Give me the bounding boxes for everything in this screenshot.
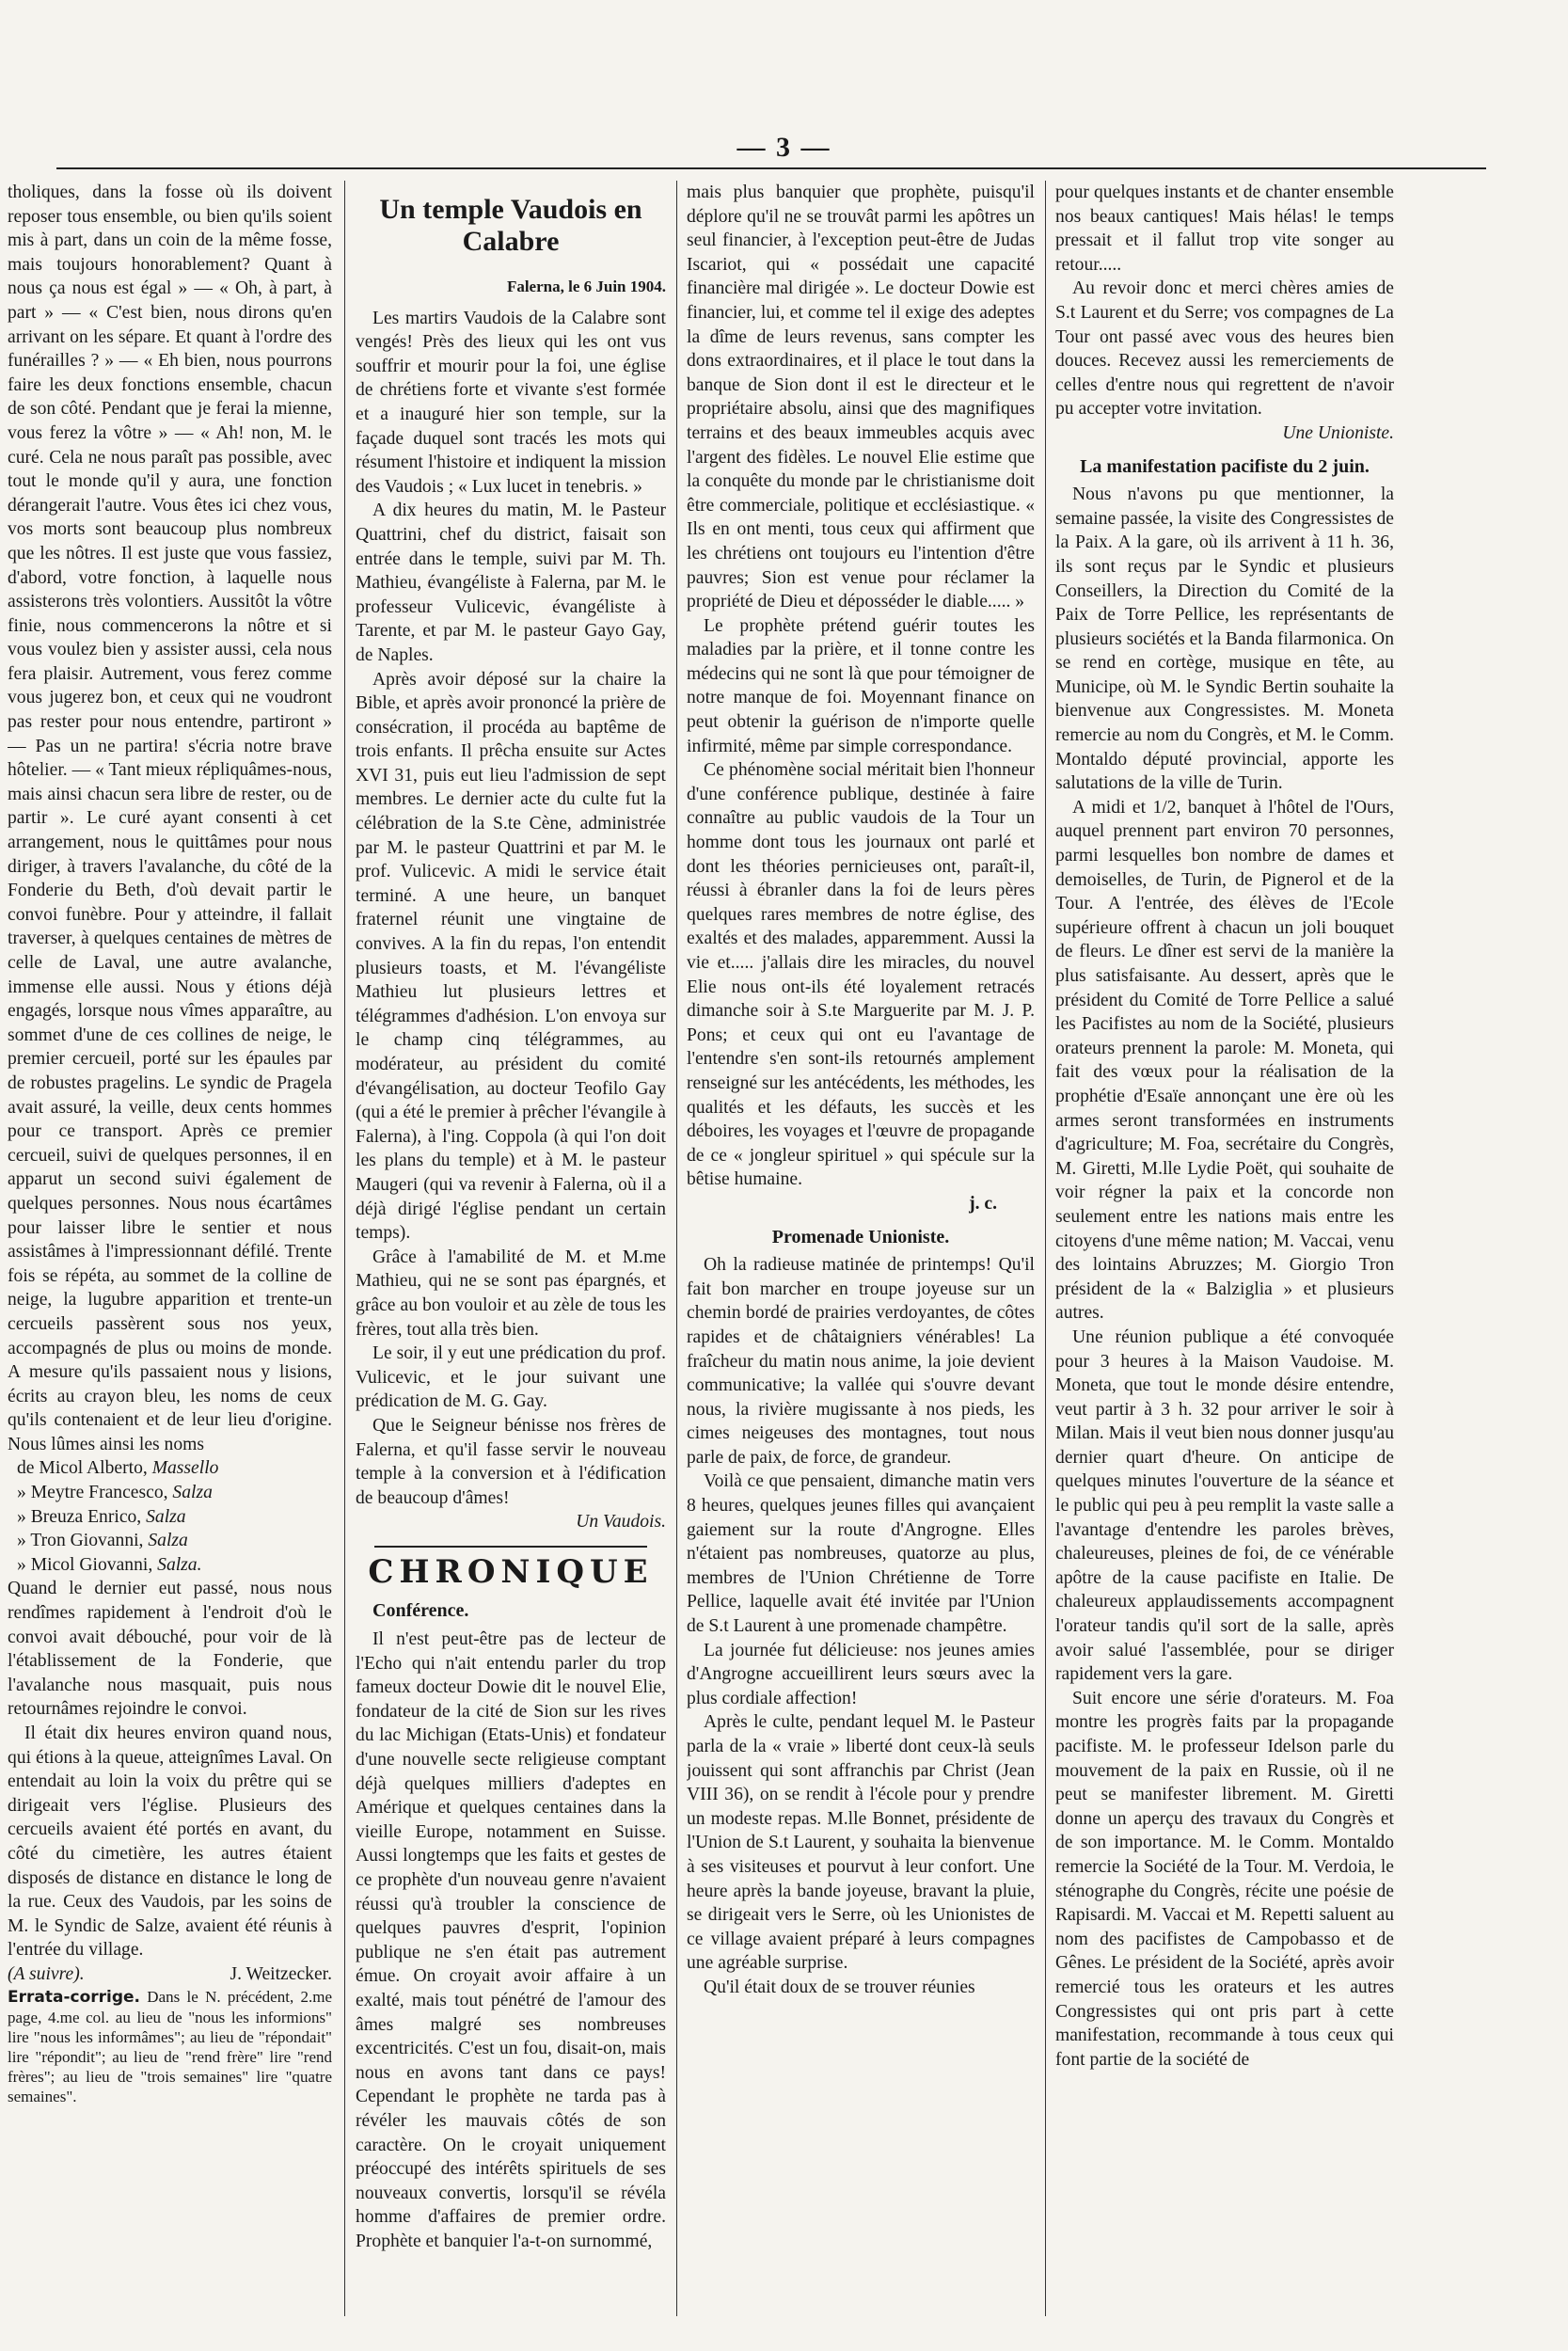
paragraph: Le prophète prétend guérir toutes les maladies par la prière, et il tonne contre les médecins qui ne sont là que pour témoigner de notre manque de foi. Moyennant finance on peut obtenir la guérison de n'importe quelle infirmité, même par simple correspondance. [687,615,1035,756]
signature: j. c. [969,1193,997,1214]
paragraph: Au revoir donc et merci chères amies de S.t Laurent et du Serre; vos compagnes de La Tour ont passé avec vous des heures bien douces. Recevez aussi les remerciements de celles d'entre nous qui regrettent de n'avoir pu accepter votre invitation. [1055,278,1394,420]
divider [374,1546,647,1548]
paragraph: Grâce à l'amabilité de M. et M.me Mathieu, qui ne se sont pas épargnés, et grâce au bon vouloir et au zèle de tous les frères, tout alla très bien. [356,1247,666,1340]
paragraph: Oh la radieuse matinée de printemps! Qu'il fait bon marcher en troupe joyeuse sur un chemin bordé de prairies verdoyantes, de côtes rapides et de châtaigniers vénérables! La fraîcheur du matin nous anime, la joie devient communicative; la vallée qui s'ouvre devant nous, la rivière mugissante à nos pieds, les cimes neigeuses des montagnes, tout nous parle de paix, de force, de grandeur. [687,1255,1035,1468]
paragraph: Qu'il était doux de se trouver réunies [704,1977,975,1997]
signature: Un Vaudois. [576,1512,666,1533]
paragraph: mais plus banquier que prophète, puisqu'il déplore qu'il ne se trouvât parmi les apôtres un seul financier, à l'exception peut-être de Judas Iscariot, qui « possédait une capacité financière mal dirigée ». Le docteur Dowie est financier, lui, et comme tel il exige des adeptes la dîme de leurs revenus, sans compter les dons extraordinaires, et il place le tout dans la banque de Sion dont il est le directeur et le propriétaire absolu, ainsi que des magnifiques terrains et des beaux immeubles acquis avec l'argent des fidèles. Le nouvel Elie estime que la conquête du monde par le christianisme doit être commerciale, politique et ecclésiastique. « Ils en ont menti, tous ceux qui affirment que les chrétiens ont toujours eu l'intention d'être pauvres; Sion est venue pour réclamer la propriété de Dieu et déposséder le diable..... » [687,183,1035,612]
page-number: — 3 — [736,132,832,163]
header-rule [56,167,1486,169]
paragraph: Ce phénomène social méritait bien l'honneur d'une conférence publique, destinée à faire connaître au public vaudois de la Tour un homme dont tous les journaux ont parlé et dont les théories pernicieuses ont, paraît-il, réussi à ébranler dans la foi de leurs pères quelques rares membres de notre église, des exaltés et des malades, apparemment. Aussi la vie et..... j'allais dire les miracles, du nouvel Elie nous ont-ils été loyalement retracés dimanche soir à S.te Marguerite par M. J. P. Pons; et ceux qui ont eu l'avantage de l'entendre s'en sont-ils retournés amplement renseigné sur les antécédents, les méthodes, les qualités et les défauts, les succès et les déboires, les voyages et l'œuvre de propagande de ce « jongleur spirituel » qui spécule sur la bêtise humaine. [687,760,1035,1190]
article-title: Conférence. [372,1600,469,1622]
list-item: » Micol Giovanni, Salza. [17,1554,202,1575]
list-item: de Micol Alberto, Massello [17,1458,219,1479]
author: J. Weitzecker. [230,1963,332,1984]
column-3 [687,181,1035,2316]
column-4 [1055,181,1394,2316]
errata-title: Errata-corrige. [8,1987,141,2007]
paragraph: Après avoir déposé sur la chaire la Bible, et après avoir prononcé la prière de consécration, il procéda au baptême de trois enfants. Il prêcha ensuite sur Actes XVI 31, puis eut lieu l'admission de sept membres. Le dernier acte du culte fut la célébration de la S.te Cène, administrée par M. le pasteur Quattrini et par M. le prof. Vulicevic. A midi le service était terminé. A une heure, un banquet fraternel réunit une vingtaine de convives. A la fin du repas, l'on entendit plusieurs toasts, et M. l'évangéliste Mathieu lut plusieurs lettres et télégrammes d'adhésion. L'on envoya sur le champ cinq télégrammes, au modérateur, au président du comité d'évangélisation, au docteur Teofilo Gay (qui a été le premier à prêcher l'évangile à Falerna), à l'ing. Coppola (à qui l'on doit les plans du temple) et à M. le pasteur Maugeri (qui va revenir à Falerna, où il a déjà dirigé l'église pendant un certain temps). [356,669,666,1244]
paragraph: A dix heures du matin, M. le Pasteur Quattrini, chef du district, faisait son entrée dans le temple, suivi par M. Th. Mathieu, évangéliste à Falerna, par M. le professeur Vulicevic, évangéliste à Tarente, et par M. le pasteur Gayo Gay, de Naples. [356,500,666,665]
paragraph: Que le Seigneur bénisse nos frères de Falerna, et qu'il fasse servir le nouveau temple à la conversion et à l'édification de beaucoup d'âmes! [356,1415,666,1508]
paragraph: A midi et 1/2, banquet à l'hôtel de l'Ours, auquel prennent part environ 70 personnes, parmi lesquelles bon nombre de dames et demoiselles, de Turin, de Pignerol et de la Tour. A l'entrée, des élèves de l'Ecole supérieure offrent à chacun un joli bouquet de fleurs. Le dîner est servi de la manière la plus satisfaisante. Au dessert, après que le président du Comité de Torre Pellice a salué les Pacifistes au nom de la Société, plusieurs orateurs prennent la parole: M. Moneta, qui fait des vœux pour la réalisation de la prophétie d'Esaïe annonçant une ère où les armes seront transformées en instruments d'agriculture; M. Foa, secrétaire du Congrès, M. Giretti, M.lle Lydie Poët, qui souhaite de voir régner la paix et la concorde non seulement entre les nations mais entre les citoyens d'une même nation; M. Vaccai, venu des lointains Abruzzes; M. Giorgio Tron président de la « Balziglia » et plusieurs autres. [1055,797,1394,1324]
column-rule [344,181,345,2316]
article-title: La manifestation pacifiste du 2 juin. [1080,455,1370,477]
list-item: » Meytre Francesco, Salza [17,1483,213,1503]
paragraph: Nous n'avons pu que mentionner, la semaine passée, la visite des Congressistes de la Paix. A la gare, où ils arrivent à 11 h. 36, ils sont reçus par le Syndic et plusieurs Conseillers, la Direction du Comité de la Paix de Torre Pellice, les représentants de plusieurs sociétés et la Banda filarmonica. On se rend en cortège, musique en tête, au Municipe, où M. le Syndic Bertin souhaite la bienvenue aux Congressistes. M. Moneta remercie au nom du Congrès, et M. le Comm. Montaldo député provincial, apporte les salutations de la ville de Turin. [1055,484,1394,794]
section-heading: CHRONIQUE [368,1552,654,1591]
paragraph: Suit encore une série d'orateurs. M. Foa montre les progrès faits par la propagande pacifiste. M. le professeur Idelson parle du mouvement de la paix en Russie, où il ne peut se manifester librement. M. Giretti donne un aperçu des travaux du Congrès et de son importance. M. le Comm. Montaldo remercie la Société de la Tour. M. Verdoia, le sténographe du Congrès, récite une poésie de Rapisardi. M. Vaccai et M. Repetti saluent au nom des pacifistes de Campobasso et de Gênes. Le président de la Société, après avoir remercié tous les orateurs et les autres Congressistes qui ont pris part à cette manifestation, recommande à tous ceux qui font partie de la société de [1055,1688,1394,2070]
errata-text: Dans le N. précédent, 2.me page, 4.me col. au lieu de "nous les informions" lire "nous les informâmes"; au lieu de "répondait" lire "répondit"; au lieu de "rend frère" lire "rend frères"; au lieu de "trois semaines" lire "quatre semaines". [8,1987,332,2105]
column-2 [356,181,666,2316]
paragraph: La journée fut délicieuse: nos jeunes amies d'Angrogne accueillirent leurs sœurs avec la plus cordiale affection! [687,1640,1035,1708]
column-1 [8,181,332,2316]
paragraph: Une réunion publique a été convoquée pour 3 heures à la Maison Vaudoise. M. Moneta, que tout le monde désire entendre, veut partir à 3 h. 32 pour arriver le soir à Milan. Mais il veut bien nous donner jusqu'au dernier quart d'heure. On anticipe de quelques minutes l'ouverture de la séance et le public qui peu à peu remplit la vaste salle a l'avantage d'entendre les paroles brèves, chaleureuses, pleines de foi, de ce vénérable apôtre de la cause pacifiste en Italie. De chaleureux applaudissements accompagnent l'orateur tandis qu'il sort de la salle, après avoir salué l'assemblée, pour se diriger rapidement vers la gare. [1055,1326,1394,1685]
paragraph: Les martirs Vaudois de la Calabre sont vengés! Près des lieux qui les ont vus souffrir et mourir pour la foi, une église de chrétiens forte et vivante s'est formée et a inauguré hier son temple, sur la façade duquel sont tracés les mots qui résument l'histoire et indiquent la mission des Vaudois ; « Lux lucet in tenebris. » [356,308,666,497]
article-title: Un temple Vaudois en Calabre [379,194,642,257]
to-be-continued: (A suivre). [8,1963,85,1984]
article-title: Promenade Unioniste. [771,1226,950,1247]
paragraph: Il n'est peut-être pas de lecteur de l'Echo qui n'ait entendu parler du trop fameux docteur Dowie dit le nouvel Elie, fondateur de la cité de Sion sur les rives du lac Michigan (Etats-Unis) et fondateur d'une nouvelle secte religieuse comptant déjà quelques milliers d'adeptes en Amérique et quelques centaines dans la vieille Europe, notamment en Suisse. Aussi longtemps que les faits et gestes de ce prophète d'un nouveau genre n'avaient réussi qu'à troubler la conscience de quelques pauvres d'esprit, l'opinion publique ne s'en était pas autrement émue. On croyait avoir affaire à un exalté, mais tout pénétré de l'amour des âmes malgré ses nombreuses excentricités. C'est un fou, disait-on, mais nous en avons tant dans ce pays! Cependant le prophète ne tarda pas à révéler les mauvais côtés de son caractère. On le croyait uniquement préoccupé des intérêts spirituels de ses nouveaux convertis, lorsqu'il se révéla homme d'affaires de premier ordre. Prophète et banquier l'a-t-on surnommé, [356,1629,666,2251]
column-rule [1045,181,1046,2316]
paragraph: Voilà ce que pensaient, dimanche matin vers 8 heures, quelques jeunes filles qui avançaient gaiement sur la route d'Angrogne. Elles n'étaient pas nombreuses, quatorze au plus, membres de l'Union Chrétienne de Torre Pellice, laquelle avait été invitée par l'Union de S.t Laurent à une promenade champêtre. [687,1471,1035,1637]
column-rule [676,181,677,2316]
paragraph: Il était dix heures environ quand nous, qui étions à la queue, atteignîmes Laval. On entendait au loin la voix du prêtre qui se dirigeait vers l'église. Plusieurs des cercueils avaient été portés en avant, du côté du cimetière, les autres étaient disposés de distance en distance le long de la rue. Ceux des Vaudois, par les soins de M. le Syndic de Salze, avaient été réunis à l'entrée du village. [8,1724,332,1961]
dateline: Falerna, le 6 Juin 1904. [506,278,666,295]
paragraph: Après le culte, pendant lequel M. le Pasteur parla de la « vraie » liberté dont ceux-là seuls jouissent qui sont affranchis par Christ (Jean VIII 36), on se rendit à l'école pour y prendre un modeste repas. M.lle Bonnet, présidente de l'Union de S.t Laurent, y souhaita la bienvenue à ses visiteuses et pourvut à leur confort. Une heure après la bande joyeuse, bravant la pluie, se dirigeait vers le Serre, où les Unionistes de ce village avaient préparé à leurs compagnes une agréable surprise. [687,1712,1035,1974]
paragraph: Le soir, il y eut une prédication du prof. Vulicevic, et le jour suivant une prédication de M. G. Gay. [356,1343,666,1412]
byline [8,1962,332,1987]
paragraph: tholiques, dans la fosse où ils doivent reposer tous ensemble, ou bien qu'ils soient mis à part, dans un coin de la même fosse, mais toujours honorablement? Quant à nous ça nous est égal » — « Oh, à part, à part » — « C'est bien, nous dirons qu'en arrivant on les sépare. Et quant à l'ordre des funérailles ? » — « Eh bien, nous pourrons faire les deux fonctions ensemble, chacun de son côté. Pendant que je ferai la mienne, vous ferez la vôtre » — « Ah! non, M. le curé. Cela ne nous paraît pas possible, avec tout le monde qu'il y aura, une fonction dérangerait l'autre. Vous êtes ici chez vous, vos morts sont beaucoup plus nombreux que les nôtres. Il est juste que vous fassiez, d'abord, votre fonction, à laquelle nous assisterons très volontiers. Aussitôt la vôtre finie, nous commencerons la nôtre et si vous voulez bien y assister aussi, cela nous fera plaisir. Autrement, vous ferez comme vous jugerez bon, et ceux qui ne voudront pas rester pour nous entendre, partiront » — Pas un ne partira! s'écria notre brave hôtelier. — « Tant mieux répliquâmes-nous, mais ainsi chacun sera libre de rester, ou de partir ». Le curé ayant consenti à cet arrangement, nous le quittâmes pour nous diriger, à travers l'avalanche, du côté de la Fonderie du Beth, d'où devait partir le convoi funèbre. Pour y atteindre, il fallait traverser, à quelques centaines de mètres de celle de Laval, une autre avalanche, immense elle aussi. Nous y étions déjà engagés, lorsque nous vîmes apparaître, au sommet d'une de ces collines de neige, le premier cercueil, porté sur les épaules par de robustes pragelins. Le syndic de Pragela avait assuré, la veille, deux cents hommes pour ce transport. Après ce premier cercueil, suivi de quelques personnes, il en apparut un second suivi également de quelques personnes. Nous nous écartâmes pour laisser libre le sentier et nous assistâmes à l'impressionnant défilé. Trente fois se répéta, au sommet de la colline de neige, la lugubre apparition et trente-un cercueils passèrent sous nos yeux, accompagnés de plus ou moins de monde. A mesure qu'ils passaient nous y lisions, écrits au crayon bleu, les noms de ceux qu'ils contenaient et de leur lieu d'origine. Nous lûmes ainsi les noms [8,183,332,1454]
list-item: » Breuza Enrico, Salza [17,1506,186,1527]
paragraph: pour quelques instants et de chanter ensemble nos beaux cantiques! Mais hélas! le temps pressait et il fallut trop vite songer au retour..... [1055,183,1394,275]
paragraph: Quand le dernier eut passé, nous nous rendîmes rapidement à l'endroit d'où le convoi avait débouché, pour voir de là l'établissement de la Fonderie, que l'avalanche nous masquait, puis nous retournâmes rejoindre le convoi. [8,1579,332,1720]
names-list [17,1456,332,1577]
errata [8,1987,332,2106]
list-item: » Tron Giovanni, Salza [17,1531,188,1551]
signature: Une Unioniste. [1282,422,1394,443]
